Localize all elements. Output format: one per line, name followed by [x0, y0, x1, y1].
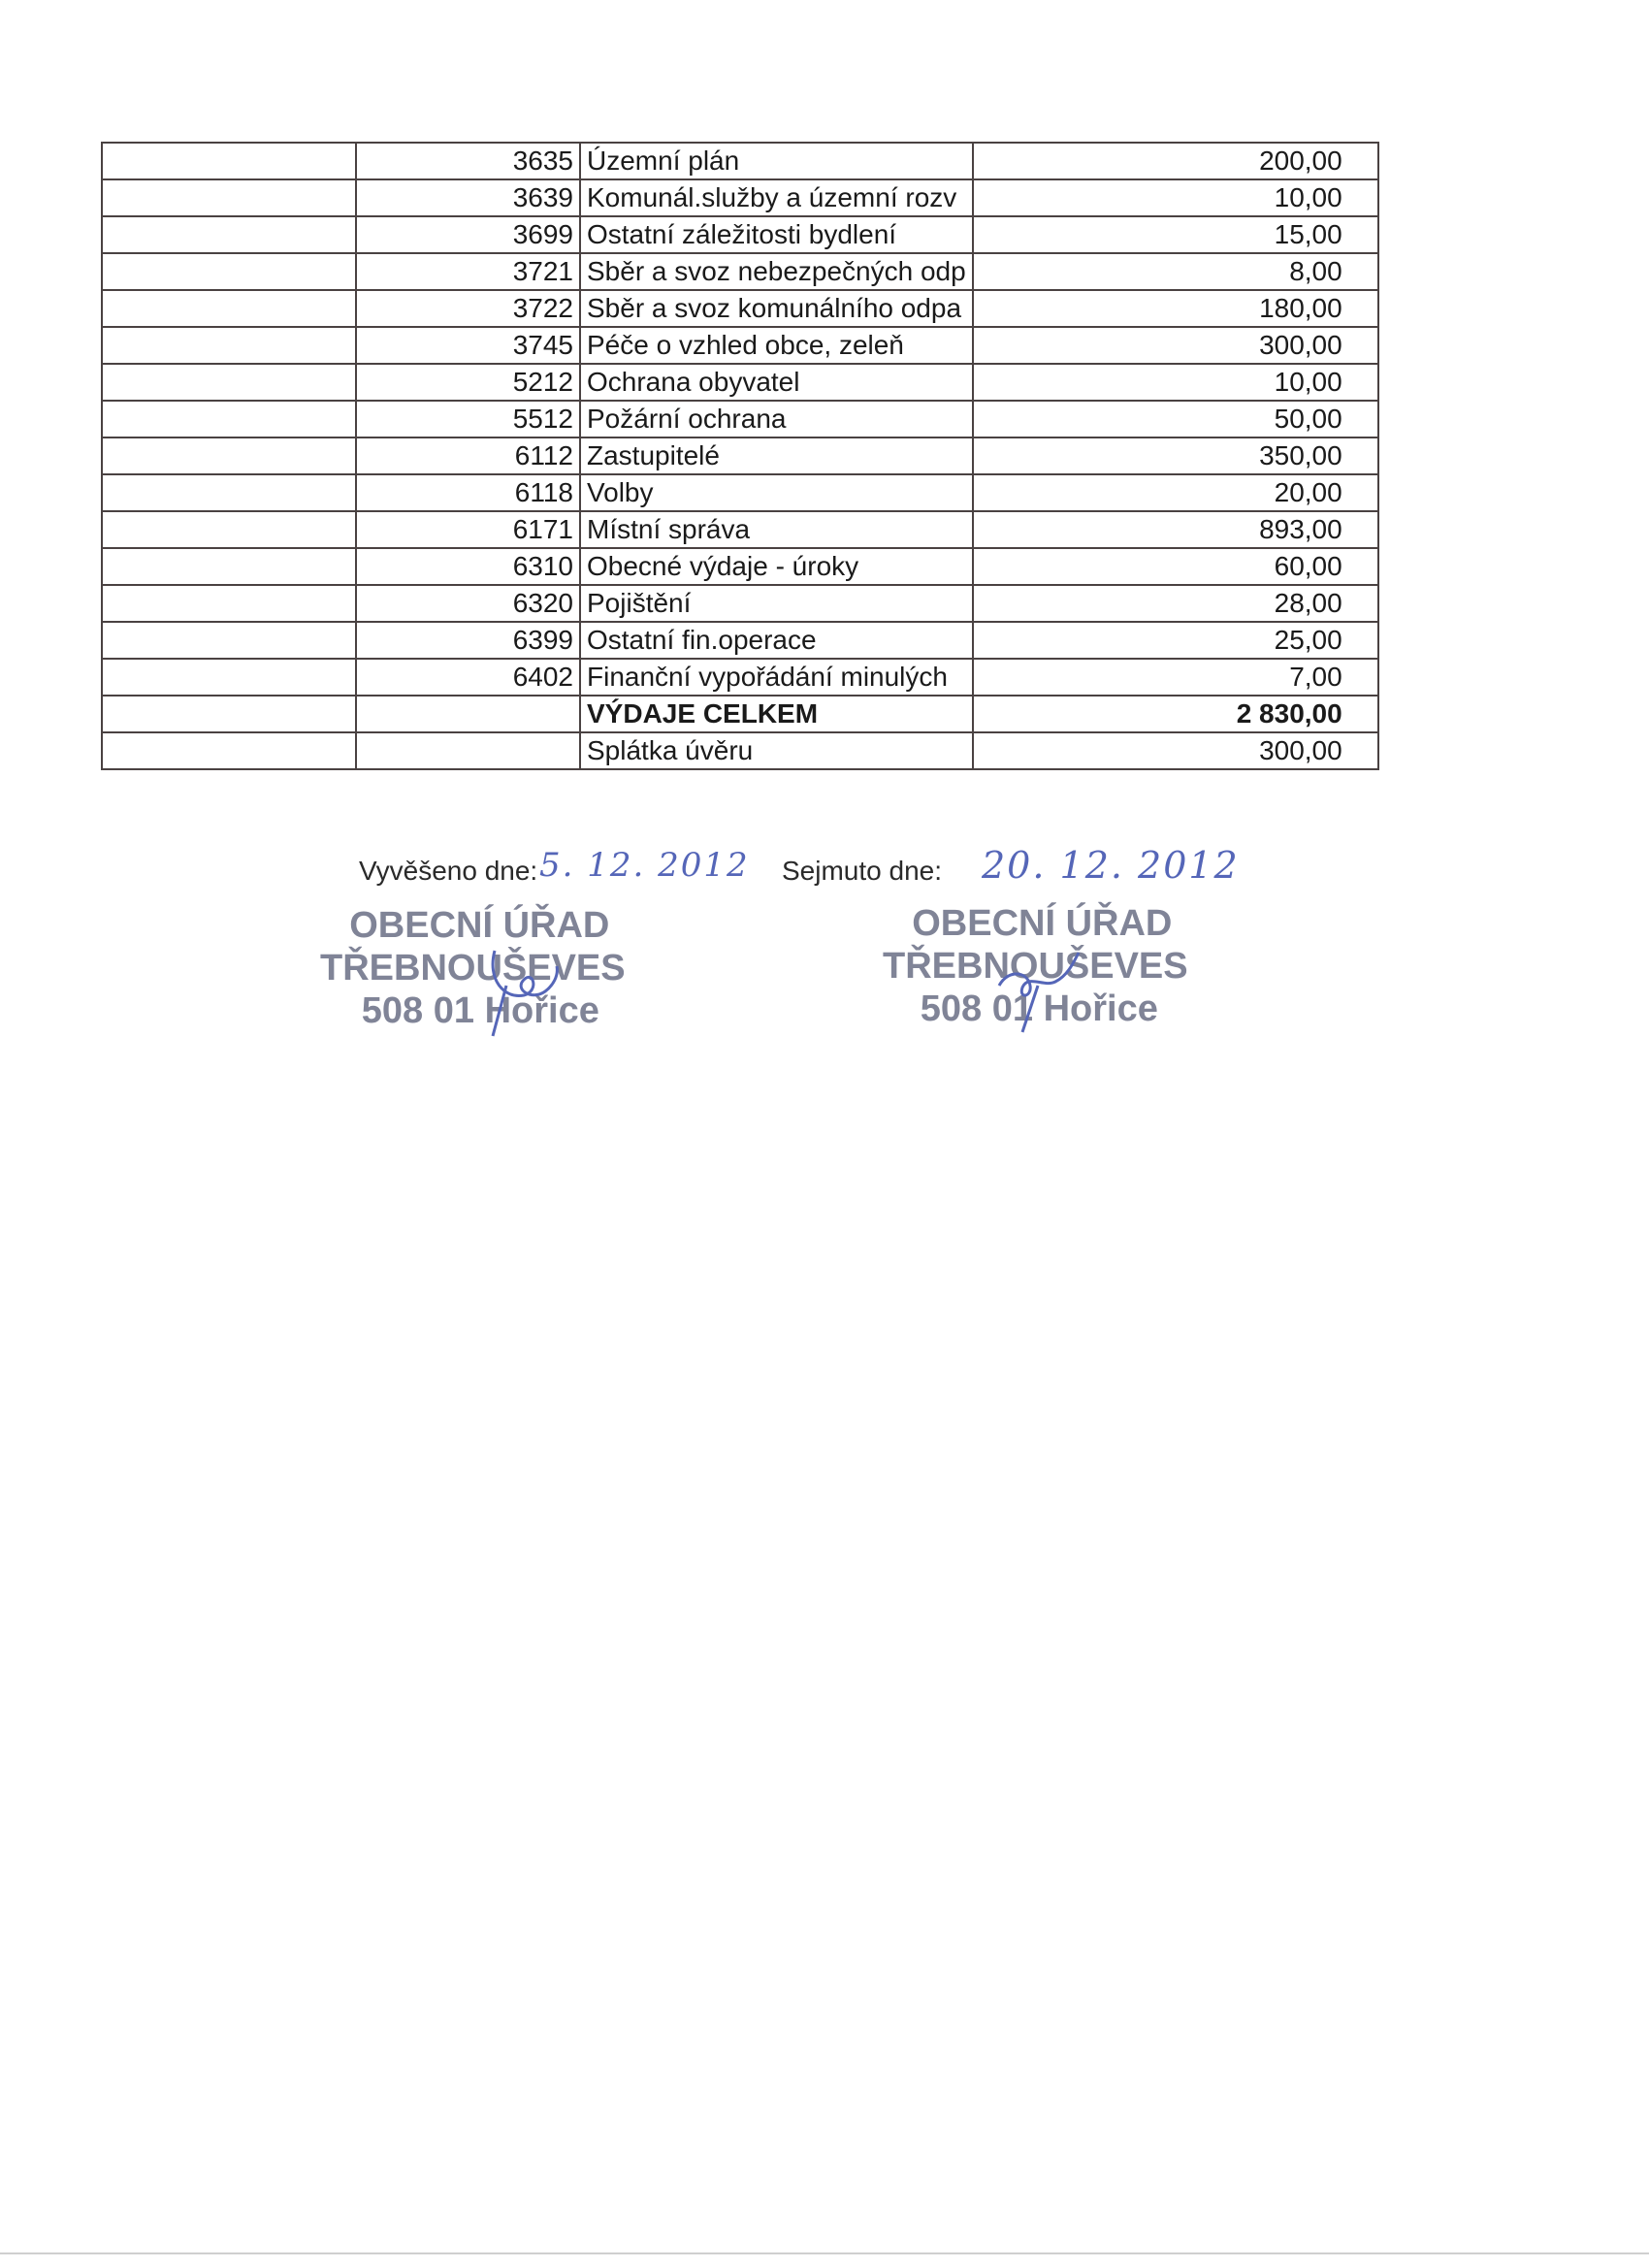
removed-date: 20. 12. 2012 [982, 844, 1240, 887]
empty-cell [102, 732, 356, 769]
code-cell: 6399 [356, 622, 580, 659]
name-cell: Ostatní fin.operace [580, 622, 973, 659]
name-cell: Územní plán [580, 143, 973, 179]
table-row [102, 253, 1378, 290]
empty-cell [102, 327, 356, 364]
name-cell: Finanční vypořádání minulých [580, 659, 973, 696]
removed-label: Sejmuto dne: [782, 856, 942, 886]
name-cell: Místní správa [580, 511, 973, 548]
budget-table [101, 142, 1379, 770]
empty-cell [102, 659, 356, 696]
amount-cell: 25,00 [973, 622, 1378, 659]
code-cell: 3745 [356, 327, 580, 364]
name-cell: Komunál.služby a územní rozv [580, 179, 973, 216]
table-row [102, 474, 1378, 511]
table-row [102, 143, 1378, 179]
table-row [102, 585, 1378, 622]
table-row [102, 622, 1378, 659]
code-cell: 3635 [356, 143, 580, 179]
name-cell: Volby [580, 474, 973, 511]
amount-cell: 8,00 [973, 253, 1378, 290]
amount-cell: 50,00 [973, 401, 1378, 437]
code-cell: 6310 [356, 548, 580, 585]
name-cell: Ochrana obyvatel [580, 364, 973, 401]
amount-cell: 15,00 [973, 216, 1378, 253]
empty-cell [102, 474, 356, 511]
empty-cell [102, 143, 356, 179]
empty-cell [102, 622, 356, 659]
empty-cell [102, 216, 356, 253]
amount-cell: 60,00 [973, 548, 1378, 585]
amount-cell: 7,00 [973, 659, 1378, 696]
table-row [102, 437, 1378, 474]
empty-cell [102, 696, 356, 732]
name-cell: Péče o vzhled obce, zeleň [580, 327, 973, 364]
table-row [102, 401, 1378, 437]
empty-cell [102, 437, 356, 474]
name-cell: Pojištění [580, 585, 973, 622]
code-cell: 5212 [356, 364, 580, 401]
stamp-line-1: OBECNÍ ÚŘAD [912, 903, 1173, 944]
repayment-label: Splátka úvěru [580, 732, 973, 769]
code-cell: 3721 [356, 253, 580, 290]
empty-cell [102, 253, 356, 290]
table-row [102, 364, 1378, 401]
total-row [102, 696, 1378, 732]
repayment-amount: 300,00 [973, 732, 1378, 769]
stamp-line-3: 508 01 Hořice [361, 990, 599, 1031]
name-cell: Sběr a svoz komunálního odpa [580, 290, 973, 327]
stamp-line-3: 508 01 Hořice [920, 988, 1158, 1029]
signature-left [466, 931, 582, 1038]
amount-cell: 180,00 [973, 290, 1378, 327]
posted-label: Vyvěšeno dne: [359, 856, 538, 886]
table-row [102, 290, 1378, 327]
amount-cell: 893,00 [973, 511, 1378, 548]
empty-cell [102, 548, 356, 585]
amount-cell: 10,00 [973, 179, 1378, 216]
total-label: VÝDAJE CELKEM [580, 696, 973, 732]
empty-cell [102, 364, 356, 401]
amount-cell: 200,00 [973, 143, 1378, 179]
empty-cell [102, 401, 356, 437]
table-row [102, 216, 1378, 253]
name-cell: Zastupitelé [580, 437, 973, 474]
table-row [102, 327, 1378, 364]
name-cell: Obecné výdaje - úroky [580, 548, 973, 585]
posted-date: 5. 12. 2012 [539, 846, 750, 885]
amount-cell: 350,00 [973, 437, 1378, 474]
table-row [102, 548, 1378, 585]
name-cell: Sběr a svoz nebezpečných odp [580, 253, 973, 290]
empty-cell [102, 585, 356, 622]
code-cell: 6402 [356, 659, 580, 696]
table-row [102, 659, 1378, 696]
code-cell: 3722 [356, 290, 580, 327]
empty-cell [356, 732, 580, 769]
code-cell: 3639 [356, 179, 580, 216]
amount-cell: 10,00 [973, 364, 1378, 401]
name-cell: Požární ochrana [580, 401, 973, 437]
code-cell: 6112 [356, 437, 580, 474]
total-amount: 2 830,00 [973, 696, 1378, 732]
amount-cell: 300,00 [973, 327, 1378, 364]
stamp-line-2: TŘEBNOUŠEVES [883, 946, 1188, 987]
amount-cell: 28,00 [973, 585, 1378, 622]
code-cell: 3699 [356, 216, 580, 253]
repayment-row [102, 732, 1378, 769]
name-cell: Ostatní záležitosti bydlení [580, 216, 973, 253]
code-cell: 6320 [356, 585, 580, 622]
empty-cell [102, 179, 356, 216]
empty-cell [356, 696, 580, 732]
code-cell: 6118 [356, 474, 580, 511]
code-cell: 6171 [356, 511, 580, 548]
signature-right [980, 929, 1096, 1036]
table-body [102, 143, 1378, 769]
scan-edge-line [0, 2252, 1649, 2254]
stamp-line-1: OBECNÍ ÚŘAD [349, 905, 610, 946]
empty-cell [102, 290, 356, 327]
amount-cell: 20,00 [973, 474, 1378, 511]
code-cell: 5512 [356, 401, 580, 437]
table-row [102, 179, 1378, 216]
stamp-line-2: TŘEBNOUŠEVES [320, 948, 626, 988]
empty-cell [102, 511, 356, 548]
table-row [102, 511, 1378, 548]
